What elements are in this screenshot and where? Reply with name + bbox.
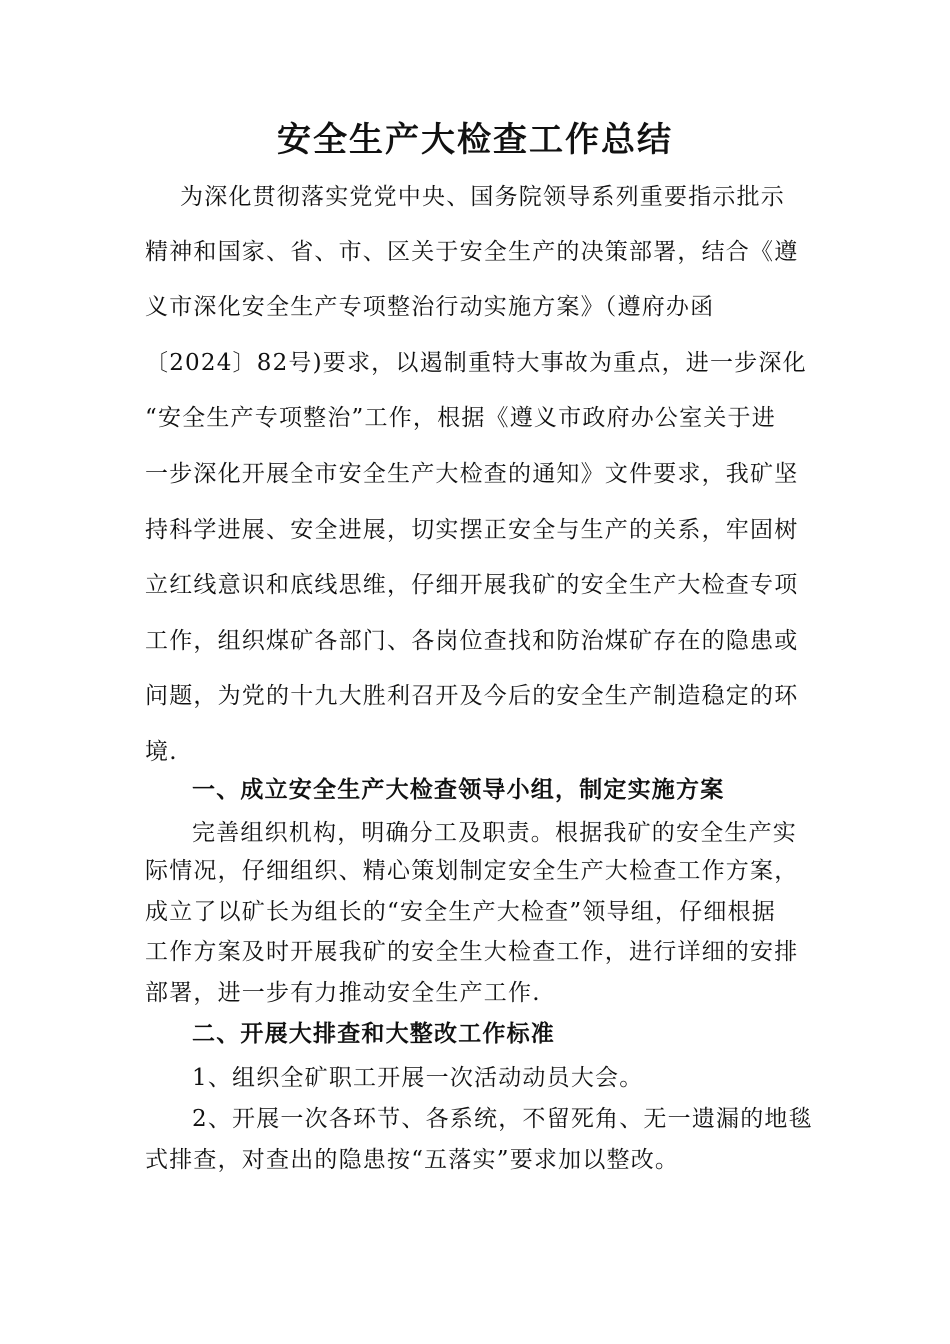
section-heading: 二、开展大排查和大整改工作标准: [192, 1021, 555, 1047]
section-heading: 一、成立安全生产大检查领导小组，制定实施方案: [192, 777, 725, 803]
section1-line: 部署，进一步有力推动安全生产工作.: [145, 980, 541, 1006]
intro-line: 为深化贯彻落实党党中央、国务院领导系列重要指示批示: [180, 184, 785, 210]
section1-line: 际情况，仔细组织、精心策划制定安全生产大检查工作方案，: [145, 858, 799, 884]
section2-item: 式排查，对查出的隐患按“五落实”要求加以整改。: [145, 1147, 680, 1173]
intro-line: 〔2024〕82号)要求，以遏制重特大事故为重点，进一步深化: [145, 350, 807, 376]
intro-line: 境.: [145, 739, 178, 765]
document-title: 安全生产大检查工作总结: [277, 120, 673, 160]
intro-line: 义市深化安全生产专项整治行动实施方案》（遵府办函: [145, 294, 715, 320]
intro-line: 立红线意识和底线思维，仔细开展我矿的安全生产大检查专项: [145, 572, 799, 598]
intro-line: 工作，组织煤矿各部门、各岗位查找和防治煤矿存在的隐患或: [145, 628, 799, 654]
intro-line: 问题，为党的十九大胜利召开及今后的安全生产制造稳定的环: [145, 683, 799, 709]
section1-line: 成立了以矿长为组长的“安全生产大检查”领导组，仔细根据: [145, 899, 776, 925]
section2-item: 2、开展一次各环节、各系统，不留死角、无一遗漏的地毯: [192, 1106, 813, 1132]
section1-line: 工作方案及时开展我矿的安全生大检查工作，进行详细的安排: [145, 939, 799, 965]
intro-line: 持科学进展、安全进展，切实摆正安全与生产的关系，牢固树: [145, 517, 799, 543]
section1-line: 完善组织机构，明确分工及职责。根据我矿的安全生产实: [192, 820, 797, 846]
intro-line: “安全生产专项整治”工作，根据《遵义市政府办公室关于进: [145, 405, 776, 431]
section2-item: 1、组织全矿职工开展一次活动动员大会。: [192, 1065, 644, 1091]
intro-line: 一步深化开展全市安全生产大检查的通知》文件要求，我矿坚: [145, 461, 799, 487]
intro-line: 精神和国家、省、市、区关于安全生产的决策部署，结合《遵: [145, 239, 799, 265]
